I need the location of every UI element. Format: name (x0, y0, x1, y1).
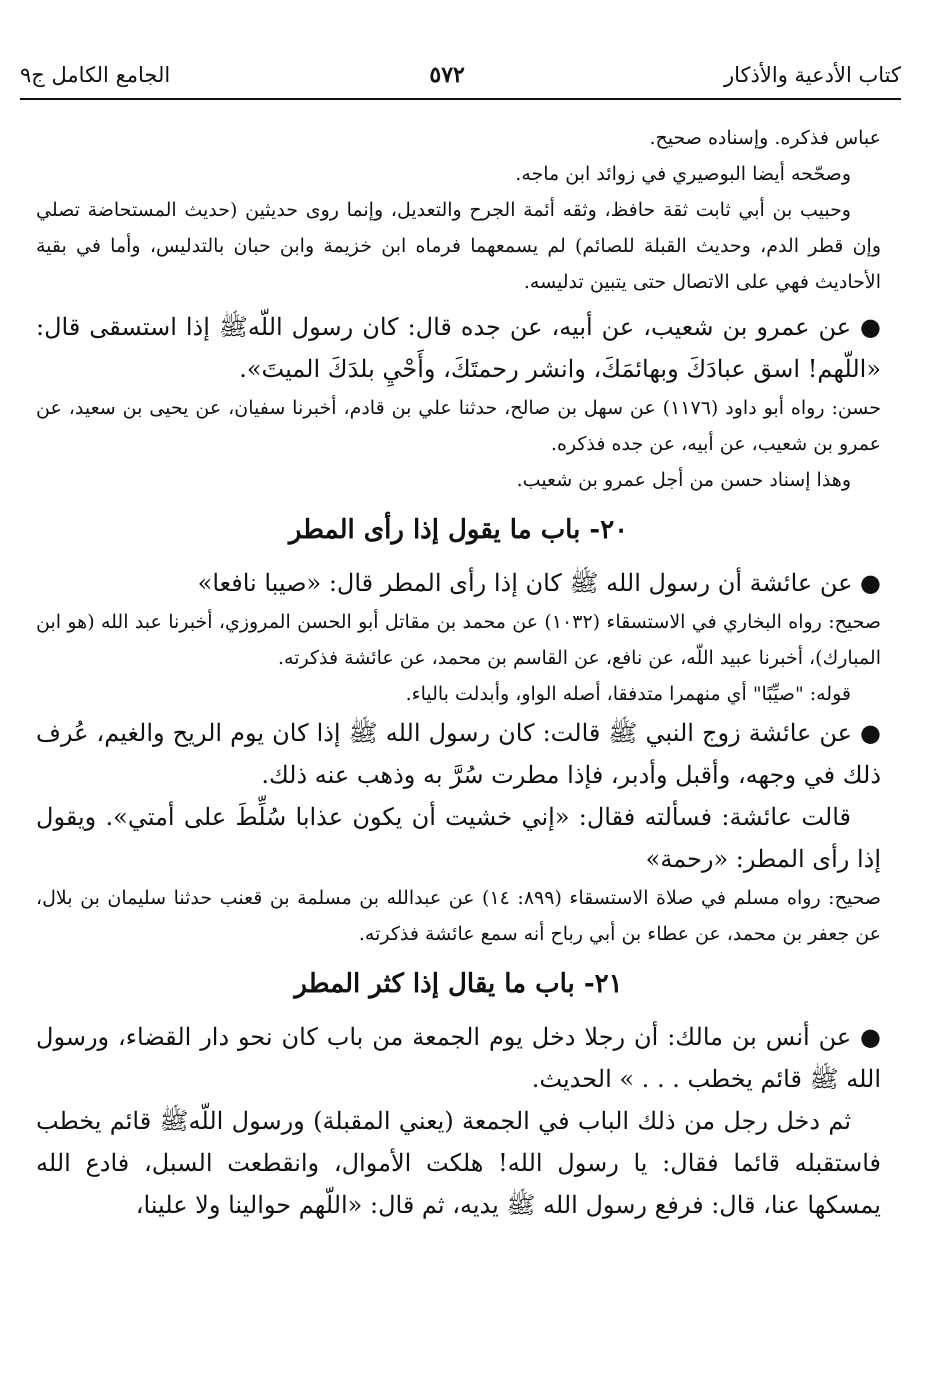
volume-title: الجامع الكامل ج٩ (20, 63, 171, 87)
takhrij-note: صحيح: رواه البخاري في الاستسقاء (١٠٣٢) عن محمد بن مقاتل أبو الحسن المروزي، أخبرنا عبد الله (هو ابن المبارك)، أخبرنا عبيد اللّه، عن نافع، عن القاسم بن محمد، عن عائشة فذكرته. (36, 611, 881, 669)
takhrij-note: صحيح: رواه مسلم في صلاة الاستسقاء (٨٩٩: ١٤) عن عبدالله بن مسلمة بن قعنب حدثنا سليمان بن بلال، عن جعفر بن محمد، عن عطاء بن أبي رباح أنه سمع عائشة فذكرته. (36, 887, 881, 945)
hadith-text: ● عن عائشة أن رسول الله ﷺ كان إذا رأى المطر قال: «صيبا نافعا» (197, 569, 881, 597)
hadith-text: ● عن أنس بن مالك: أن رجلا دخل يوم الجمعة من باب كان نحو دار القضاء، ورسول الله ﷺ قائم يخطب . . . » الحديث. (36, 1023, 881, 1093)
paragraph: عباس فذكره. وإسناده صحيح. (649, 127, 881, 149)
book-title: كتاب الأدعية والأذكار (724, 63, 901, 87)
paragraph: وصحّحه أيضا البوصيري في زوائد ابن ماجه. (515, 163, 851, 185)
hadith-text: ● عن عمرو بن شعيب، عن أبيه، عن جده قال: كان رسول اللّهﷺ إذا استسقى قال: «اللّهم! اسق عبادَكَ وبهائمَكَ، وانشر رحمتَكَ، وأَحْيِ بلدَكَ الميتَ». (36, 313, 881, 383)
running-header (20, 52, 901, 100)
takhrij-note: حسن: رواه أبو داود (١١٧٦) عن سهل بن صالح، حدثنا علي بن قادم، أخبرنا سفيان، عن يحيى بن سعيد، عن عمرو بن شعيب، عن أبيه، عن جده فذكره. (36, 397, 881, 455)
page-body (36, 120, 881, 1226)
paragraph: قوله: "صيِّبًا" أي منهمرا متدفقا، أصله الواو، وأبدلت بالياء. (405, 683, 851, 705)
paragraph: وحبيب بن أبي ثابت ثقة حافظ، وثقه أئمة الجرح والتعديل، وإنما روى حديثين (حديث المستحاضة تصلي وإن قطر الدم، وحديث القبلة للصائم) لم يسمعهما فرماه ابن خزيمة وابن حبان بالتدليس، وأما في بقية الأحاديث فهي على الاتصال حتى يتبين تدليسه. (36, 199, 881, 293)
paragraph: وهذا إسناد حسن من أجل عمرو بن شعيب. (516, 469, 851, 491)
hadith-text: ثم دخل رجل من ذلك الباب في الجمعة (يعني المقبلة) ورسول اللّهﷺ قائم يخطب فاستقبله قائما فقال: يا رسول الله! هلكت الأموال، وانقطعت السبل، فادع الله يمسكها عنا، قال: فرفع رسول الله ﷺ يديه، ثم قال: «اللّهم حوالينا ولا علينا، (36, 1107, 881, 1219)
hadith-text: ● عن عائشة زوج النبي ﷺ قالت: كان رسول الله ﷺ إذا كان يوم الريح والغيم، عُرف ذلك في وجهه، وأقبل وأدبر، فإذا مطرت سُرَّ به وذهب عنه ذلك. (36, 719, 881, 789)
hadith-text: قالت عائشة: فسألته فقال: «إني خشيت أن يكون عذابا سُلِّطَ على أمتي». ويقول إذا رأى المطر: «رحمة» (36, 803, 881, 873)
page-number: ٥٧٢ (429, 62, 465, 88)
section-heading: ٢١- باب ما يقال إذا كثر المطر (294, 969, 623, 999)
section-heading: ٢٠- باب ما يقول إذا رأى المطر (288, 515, 629, 545)
